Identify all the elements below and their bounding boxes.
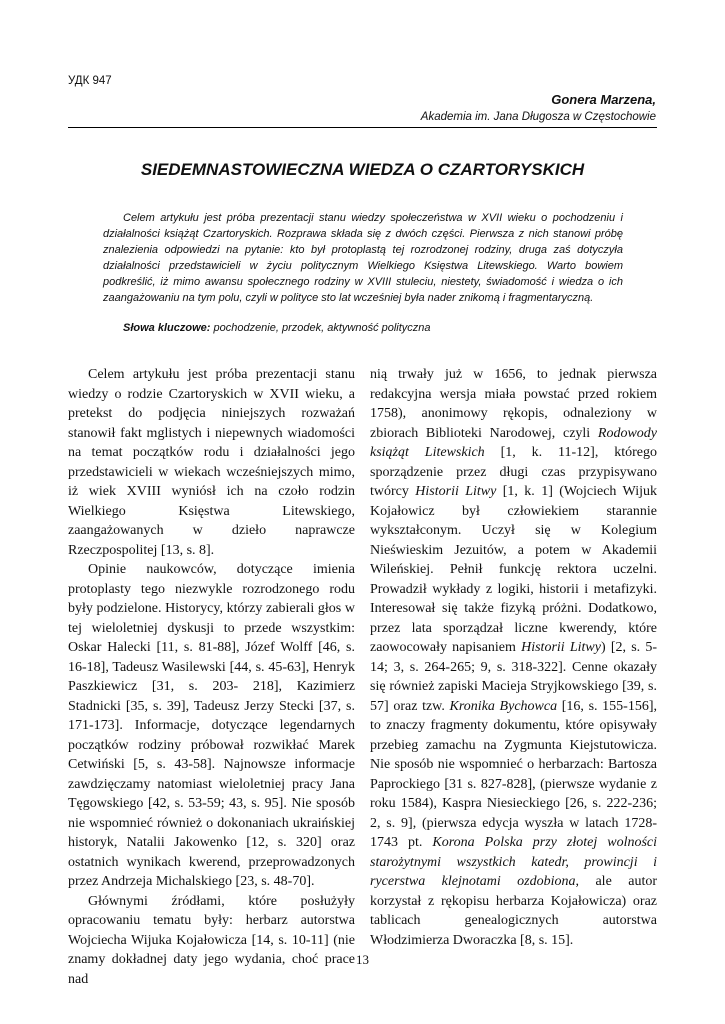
text-run: [1, k. 11-12], którego sporządzenie przez długi czas przypisywano twórcy bbox=[370, 445, 657, 499]
keywords bbox=[123, 320, 623, 336]
keywords-list: pochodzenie, przodek, aktywność polityczna bbox=[210, 322, 431, 334]
paragraph: Celem artykułu jest próba prezentacji stanu wiedzy o rodzie Czartoryskich w XVII wieku, a pretekst do podjęcia niniejszych rozważań stanowił fakt mglistych i niepewnych wiadomości na temat początków rodu i działalności jego przedstawicieli w wiekach wcześniejszych mimo, iż wiek XVIII wyniósł ich na czoło rodzin Wielkiego Księstwa Litewskiego, zaangażowanych w dzieło naprawcze Rzeczpospolitej [13, s. 8]. bbox=[68, 367, 355, 558]
text-run: nią trwały już w 1656, to jednak pierwsza redakcyjna wersja miała powstać przed rokiem 1758), anonimowy rękopis, odnaleziony w zbiorach Biblioteki Narodowej, czyli bbox=[370, 367, 657, 441]
paragraph: Głównymi źródłami, które posłużyły opracowaniu tematu były: herbarz autorstwa Wojciecha Wijuka Kojałowicza [14, s. 10-11] (nie znamy dokładnej daty jego wydania, choć prace nad bbox=[68, 893, 355, 987]
italic-title: Korona Polska przy złotej wolności starożytnymi wszystkich katedr, prowincji i rycerstwa klejnotami ozdobiona bbox=[370, 835, 658, 889]
italic-title: Historii Litwy bbox=[521, 640, 601, 655]
abstract: Celem artykułu jest próba prezentacji stanu wiedzy społeczeństwa w XVII wieku o pochodzeniu i działalności książąt Czartoryskich. Rozprawa składa się z dwóch części. Pierwsza z nich stanowi próbę znalezienia odpowiedzi na pytanie: kto był protoplastą tej rozrodzonej rodziny, druga zaś dotyczyła działalności przedstawicieli w życiu politycznym Wielkiego Księstwa Litewskiego. Warto bowiem podkreślić, iż mimo awansu społecznego rodziny w XVIII stuleciu, niestety, świadomość i wiedza o ich zaangażowaniu na tym polu, czyli w polityce sto lat wcześniej była nader znikomą i fragmentaryczną. bbox=[103, 212, 623, 304]
text-run: [16, s. 155-156], to znaczy fragmenty dokumentu, które opisywały przebieg zamachu na Zygmunta Kiejstutowicza. Nie sposób nie wspomnieć o herbarzach: Bartosza Paprockiego [31 s. 827-828], (pierwsze wydanie z roku 1584), Kaspra Niesieckiego [26, s. 222-236; 2, s. 9], (pierwsza edycja wyszła w latach 1728-1743 pt. bbox=[370, 698, 657, 850]
italic-title: Kronika Bychowca bbox=[449, 698, 558, 714]
keywords-label: Słowa kluczowe: bbox=[123, 322, 211, 334]
udk-code: УДК 947 bbox=[68, 75, 112, 87]
author-affiliation: Akademia im. Jana Długosza w Częstochowie bbox=[420, 111, 656, 123]
body-column-left bbox=[68, 365, 355, 989]
header-divider bbox=[68, 127, 657, 128]
page-number: 13 bbox=[356, 952, 369, 967]
italic-title: Historii Litwy bbox=[415, 484, 497, 499]
paragraph bbox=[370, 365, 657, 950]
italic-title: Rodowody książąt Litewskich bbox=[370, 425, 657, 460]
text-run: , ale autor korzystał z rękopisu herbarza Kojałowicza) oraz tablicach genealogicznych autorstwa Włodzimierza Dworaczka [8, s. 15]. bbox=[370, 874, 657, 948]
body-column-right bbox=[370, 365, 657, 950]
author-name: Gonera Marzena, bbox=[551, 92, 656, 107]
text-run: [1, k. 1] (Wojciech Wijuk Kojałowicz był człowiekiem starannie wykształconym. Uczył się w Kolegium Nieświeskim Jezuitów, a potem w Akademii Wileńskiej. Pełnił funkcję rektora uczelni. Prowadził wykłady z logiki, historii i metafizyki. Interesował się także fizyką próżni. Dodatkowo, przez lata sporządzał liczne kwerendy, które zaowocowały napisaniem bbox=[370, 484, 657, 655]
paragraph: Opinie naukowców, dotyczące imienia protoplasty tego niezwykle rozrodzonego rodu były podzielone. Historycy, którzy zabierali głos w tej wieloletniej dyskusji to przede wszystkim: Oskar Halecki [11, s. 81-88], Józef Wolff [46, s. 16-18], Tadeusz Wasilewski [44, s. 45-63], Henryk Paszkiewicz [31, s. 203- 218], Kazimierz Stadnicki [35, s. 39], Tadeusz Jerzy Stecki [37, s. 171-173]. Informacje, dotyczące legendarnych początków rodziny próbował rozwikłać Marek Cetwiński [5, s. 43-58]. Najnowsze informacje zawdzięczamy natomiast wieloletniej pracy Jana Tęgowskiego [42, s. 53-59; 43, s. 95]. Nie sposób nie wspomnieć również o dokonaniach ukraińskiej historyk, Natalii Jakowenko [12, s. 320] oraz ostatnich wynikach kwerend, przeprowadzonych przez Andrzeja Michalskiego [23, s. 48-70]. bbox=[68, 562, 355, 889]
article-title: SIEDEMNASTOWIECZNA WIEDZA O CZARTORYSKICH bbox=[140, 160, 585, 179]
text-run: ) [2, s. 5-14; 3, s. 264-265; 9, s. 318-322]. Cenne okazały się również zapiski Macieja Stryjkowskiego [39, s. 57] oraz tzw. bbox=[370, 640, 657, 714]
